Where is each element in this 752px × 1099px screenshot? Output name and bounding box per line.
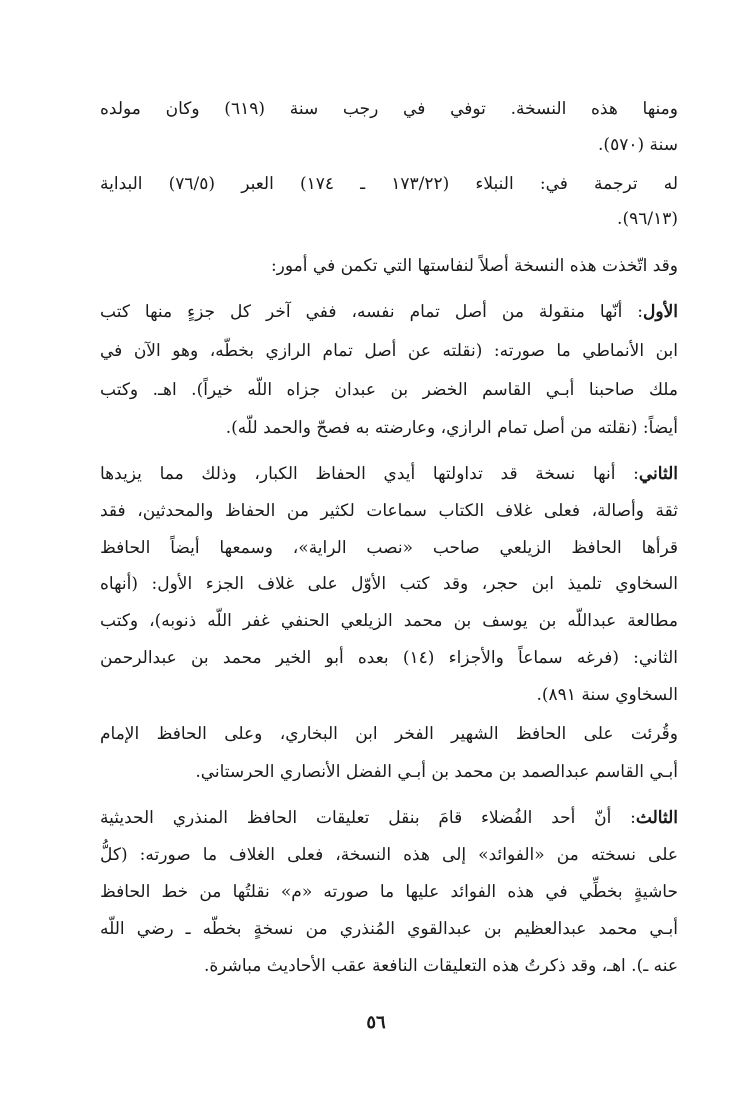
section-second-line: الثاني: أنها نسخة قد تداولتها أيدي الحفاظ الكبار، وذلك مما يزيدها [100,464,678,484]
section-first-line: الأول: أنّها منقولة من أصل تمام نفسه، ففي آخر كل جزءٍ منها كتب [100,302,678,322]
text-line: قرأها الحافظ الزيلعي صاحب «نصب الراية»، وسمعها أيضاً الحافظ [100,538,678,558]
text-line: عنه ـ). اهـ، وقد ذكرتُ هذه التعليقات النافعة عقب الأحاديث مباشرة. [203,956,678,976]
section-heading-second: الثاني [638,464,678,484]
text-line: وقُرئت على الحافظ الشهير الفخر ابن البخاري، وعلى الحافظ الإمام [100,724,678,744]
text-line: أيضاً: (نقلته من أصل تمام الرازي، وعارضته به فصحّ والحمد للّه). [225,418,678,438]
text-line: حاشيةٍ بخطِّي في هذه الفوائد عليها ما صورته «م» نقلتُها من خط الحافظ [100,882,678,902]
text-line: مطالعة عبداللّه بن يوسف بن محمد الزيلعي الحنفي غفر اللّه ذنوبه)، وكتب [100,611,678,631]
text-line: له ترجمة في: النبلاء (١٧٣/٢٢ ـ ١٧٤) العبر (٧٦/٥) البداية [100,174,678,194]
text-line: وقد اتّخذت هذه النسخة أصلاً لنفاستها التي تكمن في أمور: [270,256,678,276]
text-line: أبـي القاسم عبدالصمد بن محمد بن أبـي الفضل الأنصاري الحرستاني. [195,762,678,782]
text-line: السخاوي تلميذ ابن حجر، وقد كتب الأوّل على غلاف الجزء الأول: (أنهاه [100,574,678,594]
text-line: أبـي محمد عبدالعظيم بن عبدالقوي المُنذري من نسخةٍ بخطّه ـ رضي اللّه [100,919,678,939]
text-line: ملك صاحبنا أبـي القاسم الخضر بن عبدان جزاه اللّه خيراً). اهـ. وكتب [100,380,678,400]
section-heading-third: الثالث [635,808,678,828]
section-third-line: الثالث: أنّ أحد الفُضلاء قامَ بنقل تعليقات الحافظ المنذري الحديثية [100,808,678,828]
text-line: على نسخته من «الفوائد» إلى هذه النسخة، فعلى الغلاف ما صورته: (كلُّ [100,845,678,865]
section-heading-first: الأول [643,302,678,322]
text-line: الثاني: (فرغه سماعاً والأجزاء (١٤) بعده أبو الخير محمد بن عبدالرحمن [100,648,678,668]
text-line: ثقة وأصالة، فعلى غلاف الكتاب سماعات لكثير من الحفاظ والمحدثين، فقد [100,501,678,521]
page-number: ٥٦ [366,1012,386,1033]
text-line: ومنها هذه النسخة. توفي في رجب سنة (٦١٩) وكان مولده [100,99,678,119]
text-line: (٩٦/١٣). [617,209,678,229]
text-line: السخاوي سنة ٨٩١). [536,685,678,705]
text-line: ابن الأنماطي ما صورته: (نقلته عن أصل تمام الرازي بخطّه، وهو الآن في [100,341,678,361]
text-line: سنة (٥٧٠). [598,135,678,155]
